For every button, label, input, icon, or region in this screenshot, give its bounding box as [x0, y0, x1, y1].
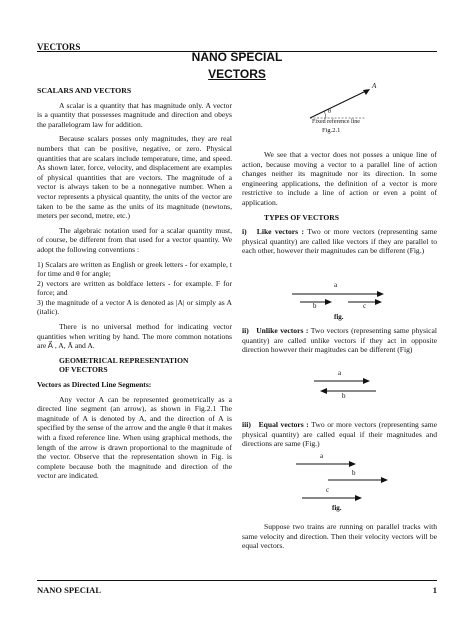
- type-like-vectors: [242, 227, 437, 256]
- convention-1: 1) Scalars are written as English or greek letters - for example, t for time and θ for angle;: [37, 259, 232, 279]
- type-like-text: Two or more vectors (representing same physical quantity) are called like vectors if they are parallel to each other, however their magnitudes can be different (Fig.): [242, 227, 437, 256]
- fig21-diagram: [300, 82, 390, 142]
- heading-geometrical-1: GEOMETRICAL REPRESENTATION: [59, 355, 189, 365]
- unlike-label-b: b: [342, 392, 346, 400]
- figure-2-1: [300, 82, 390, 142]
- type-unlike-num: ii): [242, 326, 249, 335]
- figure-unlike-vectors: [310, 369, 380, 403]
- heading-scalars-vectors: SCALARS AND VECTORS: [37, 86, 132, 95]
- unlike-label-a: a: [338, 369, 342, 377]
- fig21-caption: Fig.2.1: [322, 127, 341, 134]
- like-caption: fig.: [334, 313, 344, 321]
- type-equal-vectors: [242, 420, 437, 449]
- convention-3: 3) the magnitude of a vector A is denoted as |A| or simply as A (italic).: [37, 297, 232, 317]
- left-column: [37, 86, 232, 486]
- page-title-vectors: VECTORS: [208, 67, 266, 81]
- page-title-line1: NANO SPECIAL: [191, 50, 283, 64]
- fig21-ref-label: Fixed reference line: [312, 119, 360, 125]
- right-column-equal: [242, 420, 437, 454]
- heading-geometrical-2: OF VECTORS: [59, 365, 108, 375]
- right-column-unlike: [242, 326, 437, 360]
- convention-2: 2) vectors are written as boldface letters - for example. F for force; and: [37, 278, 232, 298]
- type-like-num: i): [242, 227, 247, 237]
- like-label-b: b: [313, 302, 317, 310]
- right-column-bottom: [242, 522, 437, 556]
- equal-label-c: c: [326, 486, 330, 494]
- equal-caption: fig.: [332, 504, 342, 512]
- right-column-top: [242, 150, 437, 261]
- fig21-angle-label: θ: [328, 109, 331, 115]
- type-unlike-text: Two vectors (representing same physical quantity) are called unlike vectors if they act in opposite direction however their magitudes can be different (Fig): [242, 326, 437, 355]
- para-trains: Suppose two trains are running on parallel tracks with same velocity and direction. Then their velocity vectors will be equal vectors.: [242, 522, 437, 551]
- fig21-vector-label: A: [372, 82, 377, 90]
- figure-equal-vectors: [292, 452, 402, 514]
- footer-title: NANO SPECIAL: [37, 585, 101, 595]
- heading-directed-segments: Vectors as Directed Line Segments:: [37, 380, 152, 390]
- type-like-head: Like vectors :: [256, 227, 304, 237]
- equal-label-b: b: [352, 469, 356, 477]
- type-unlike-vectors: [242, 326, 437, 355]
- para-notation: The algebraic notation used for a scalar quantity must, of course, be different from that used for a vector quantity. We adopt the following conventions :: [37, 225, 232, 254]
- like-label-a: a: [334, 281, 338, 289]
- para-directed-segments: Any vector A can be represented geometrically as a directed line segment (an arrow), as shown in Fig.2.1 The magnitude of A is denoted by A, and the direction of A is specified by the sense of the arrow and the angle θ that it makes with a fixed reference line. When using graphical methods, the length of the arrow is drawn proportional to the magnitude of the vector. Observe that the representation shown in Fig. is complete because both the magnitude and direction of the vector are indicated.: [37, 394, 232, 481]
- page-number: 1: [432, 585, 437, 595]
- type-equal-head: Equal vectors :: [258, 420, 309, 429]
- like-label-c: c: [363, 302, 367, 310]
- para-line-of-action: We see that a vector does not posses a unique line of action, because moving a vector to a parallel line of action changes neither its magnitude nor its direction. In some engineering applications, the definition of a vector is more restrictive to include a line of action or even a point of application.: [242, 150, 437, 207]
- figure-like-vectors: [290, 278, 390, 322]
- para-scalar-def: A scalar is a quantity that has magnitude only. A vector is a quantity that possesses magnitude and direction and obeys the parallelogram law for addition.: [37, 100, 232, 129]
- running-header: VECTORS: [37, 42, 81, 52]
- page-title-line2: [0, 67, 474, 81]
- type-unlike-head: Unlike vectors :: [256, 326, 309, 335]
- type-equal-text: Two or more vectors (representing same physical quantity) are called equal if their magnitudes and directions are same (Fig.): [242, 420, 437, 449]
- heading-types-of-vectors: TYPES OF VECTORS: [264, 212, 339, 222]
- equal-label-a: a: [320, 452, 324, 460]
- type-equal-num: iii): [242, 420, 251, 429]
- equal-vectors-diagram: [292, 452, 402, 514]
- para-handwriting: There is no universal method for indicating vector quantities when writing by hand. The more common notations are A⃗ , A, Ā and A.: [37, 322, 232, 351]
- para-scalars: Because scalars posses only magnitudes, they are real numbers that can be positive, negative, or zero. Physical quantities that are scalars include temperature, time, and speed. As shown later, force, velocity, and displacement are examples of physical quantities that are vectors. The magnitude of a vector is always taken to be a nonnegative number. When a vector represents a physical quantity, the units of the vector are taken to be the same as the units of its magnitude (newtons, meters per second, metre, etc.): [37, 134, 232, 221]
- footer-rule: [37, 580, 437, 581]
